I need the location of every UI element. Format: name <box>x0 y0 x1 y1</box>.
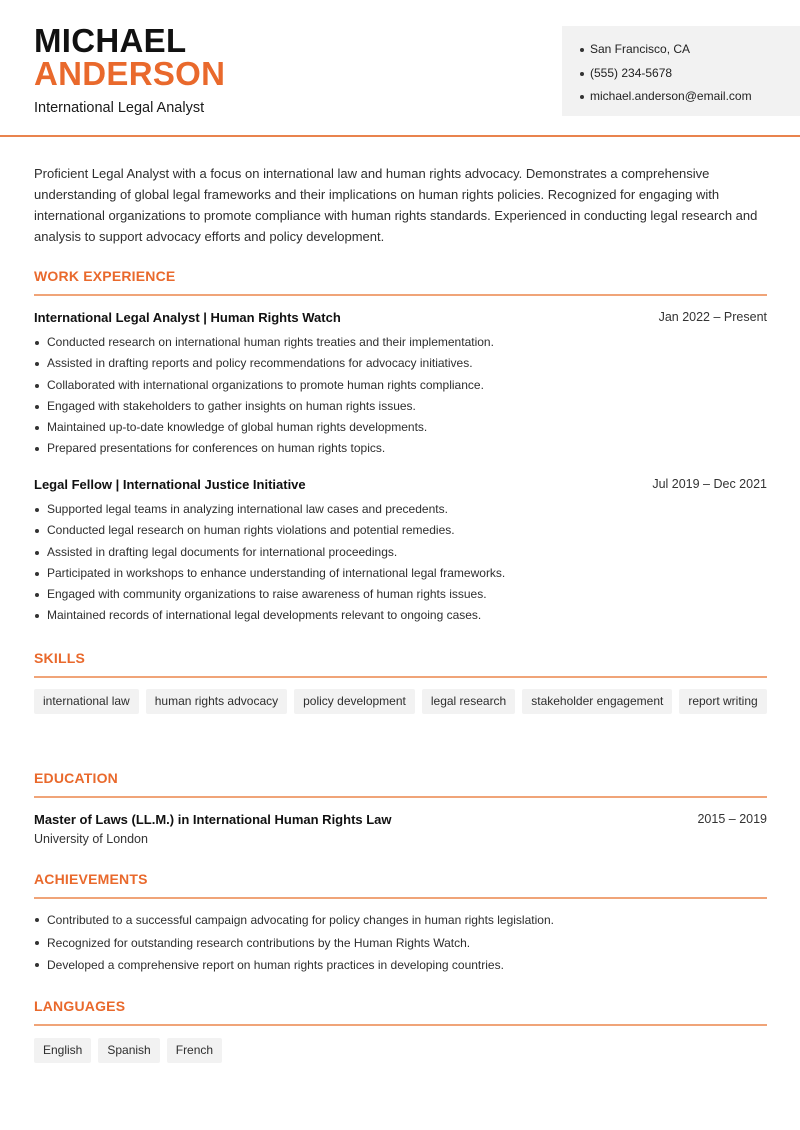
section-title-work: WORK EXPERIENCE <box>34 268 176 284</box>
contact-box <box>562 26 800 116</box>
list-item: Maintained up-to-date knowledge of global human rights developments. <box>34 417 769 438</box>
list-item: Collaborated with international organizations to promote human rights compliance. <box>34 375 769 396</box>
list-item: Conducted research on international human rights treaties and their implementation. <box>34 332 769 353</box>
job-entry-dates: Jan 2022 – Present <box>658 310 767 324</box>
section-divider <box>34 294 767 296</box>
education-school: University of London <box>34 832 148 846</box>
contact-location: San Francisco, CA <box>580 38 800 62</box>
achievements-list <box>34 909 769 977</box>
skill-tag: international law <box>34 689 139 714</box>
language-tag: Spanish <box>98 1038 159 1063</box>
job-entry-title: Legal Fellow | International Justice Initiative <box>34 477 306 492</box>
skill-tag: report writing <box>679 689 766 714</box>
list-item: Engaged with community organizations to raise awareness of human rights issues. <box>34 584 769 605</box>
list-item: Recognized for outstanding research contributions by the Human Rights Watch. <box>34 932 769 955</box>
skill-tag: policy development <box>294 689 415 714</box>
skill-tag: human rights advocacy <box>146 689 287 714</box>
list-item: Prepared presentations for conferences on human rights topics. <box>34 438 769 459</box>
last-name: ANDERSON <box>34 55 226 92</box>
job-entry-bullets <box>34 499 769 627</box>
list-item: Contributed to a successful campaign advocating for policy changes in human rights legislation. <box>34 909 769 932</box>
skills-list <box>34 689 769 714</box>
education-dates: 2015 – 2019 <box>697 812 767 826</box>
section-divider <box>34 1024 767 1026</box>
first-name: MICHAEL <box>34 22 187 59</box>
job-entry-title: International Legal Analyst | Human Rights Watch <box>34 310 341 325</box>
section-title-languages: LANGUAGES <box>34 998 126 1014</box>
job-entry-bullets <box>34 332 769 460</box>
job-title: International Legal Analyst <box>34 100 205 116</box>
contact-email[interactable]: michael.anderson@email.com <box>580 85 800 109</box>
education-degree: Master of Laws (LL.M.) in International Human Rights Law <box>34 812 392 827</box>
section-title-achievements: ACHIEVEMENTS <box>34 871 148 887</box>
list-item: Participated in workshops to enhance understanding of international legal frameworks. <box>34 563 769 584</box>
language-tag: English <box>34 1038 91 1063</box>
list-item: Conducted legal research on human rights violations and potential remedies. <box>34 520 769 541</box>
section-divider <box>34 676 767 678</box>
list-item: Maintained records of international legal developments relevant to ongoing cases. <box>34 605 769 626</box>
list-item: Developed a comprehensive report on human rights practices in developing countries. <box>34 954 769 977</box>
resume-header <box>0 0 800 137</box>
section-title-skills: SKILLS <box>34 650 85 666</box>
contact-phone: (555) 234-5678 <box>580 62 800 86</box>
profile-summary: Proficient Legal Analyst with a focus on international law and human rights advocacy. Demonstrates a comprehensive understanding of global legal frameworks and their implications on human rights policies. Recognized for engaging with international organizations to promote compliance with human rights standards. Experienced in conducting legal research and analysis to support advocacy efforts and policy development. <box>34 166 758 244</box>
section-divider <box>34 897 767 899</box>
job-entry-dates: Jul 2019 – Dec 2021 <box>652 477 767 491</box>
section-divider <box>34 796 767 798</box>
skill-tag: legal research <box>422 689 515 714</box>
list-item: Assisted in drafting legal documents for international proceedings. <box>34 542 769 563</box>
list-item: Engaged with stakeholders to gather insights on human rights issues. <box>34 396 769 417</box>
language-tag: French <box>167 1038 222 1063</box>
languages-list <box>34 1038 769 1063</box>
skill-tag: stakeholder engagement <box>522 689 672 714</box>
list-item: Supported legal teams in analyzing international law cases and precedents. <box>34 499 769 520</box>
list-item: Assisted in drafting reports and policy recommendations for advocacy initiatives. <box>34 353 769 374</box>
section-title-education: EDUCATION <box>34 770 118 786</box>
